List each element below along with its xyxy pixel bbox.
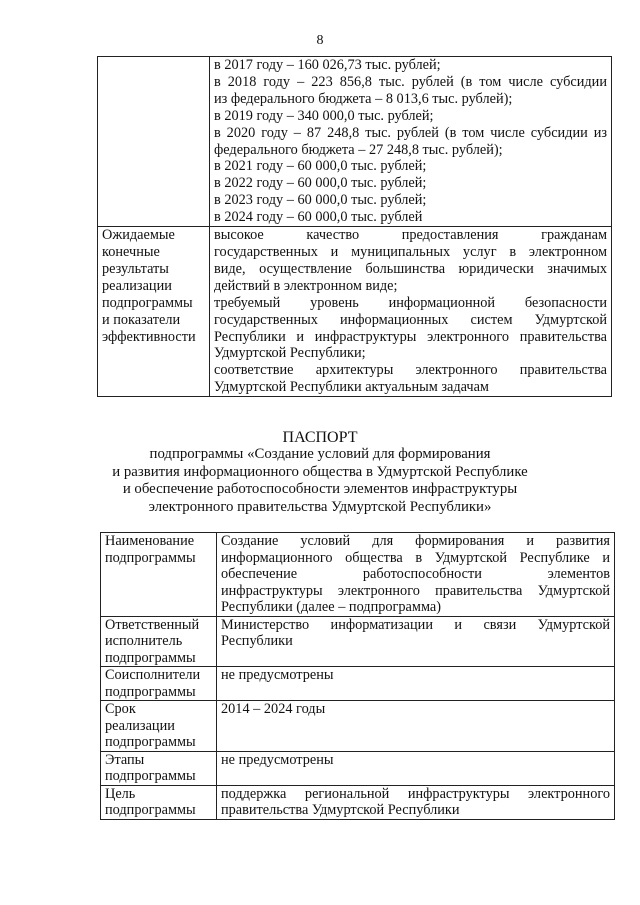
funding-line: из федерального бюджета – 8 013,6 тыс. рублей); xyxy=(214,90,513,107)
row-label-line: подпрограммы xyxy=(105,683,196,700)
row-label-line: Соисполнители xyxy=(105,667,201,683)
results-line: высокое качество предоставления гражданам xyxy=(214,227,607,244)
funding-row xyxy=(98,57,612,227)
funding-line: в 2018 году – 223 856,8 тыс. рублей (в том числе субсидии xyxy=(214,73,607,90)
results-value-cell xyxy=(210,227,612,397)
row-value-line: информационного общества в Удмуртской Республике и xyxy=(221,549,610,566)
funding-line: в 2020 году – 87 248,8 тыс. рублей (в том числе субсидии из xyxy=(214,124,607,141)
subtitle-line: подпрограммы «Создание условий для формирования xyxy=(149,446,491,462)
row-label-line: Цель xyxy=(105,785,136,802)
funding-line: федерального бюджета – 27 248,8 тыс. рублей); xyxy=(214,141,503,158)
results-line: действий в электронном виде; xyxy=(214,277,398,294)
funding-label-cell xyxy=(98,57,210,227)
passport-row-goal xyxy=(101,785,615,819)
subtitle-line: и обеспечение работоспособности элементов инфраструктуры xyxy=(122,481,518,497)
passport-table xyxy=(100,532,615,820)
results-line: государственных и муниципальных услуг в электронном xyxy=(214,243,607,260)
results-line: Удмуртской Республики; xyxy=(214,345,366,362)
row-value-line: 2014 – 2024 годы xyxy=(221,701,326,717)
results-label-cell xyxy=(98,227,210,397)
results-line: соответствие архитектуры электронного правительства xyxy=(214,362,607,379)
passport-row-term xyxy=(101,701,615,752)
row-label xyxy=(101,701,217,752)
row-label-line: подпрограммы xyxy=(105,802,196,818)
funding-line: в 2023 году – 60 000,0 тыс. рублей; xyxy=(214,192,427,209)
results-line: государственных информационных систем Удмуртской xyxy=(214,311,607,328)
row-label xyxy=(101,785,217,819)
funding-line: в 2019 году – 340 000,0 тыс. рублей; xyxy=(214,107,434,124)
row-value xyxy=(217,785,615,819)
funding-line: в 2017 году – 160 026,73 тыс. рублей; xyxy=(214,57,441,73)
row-value-line: Создание условий для формирования и развития xyxy=(221,533,610,549)
row-label-line: Срок xyxy=(105,701,136,717)
results-line: Удмуртской Республики актуальным задачам xyxy=(214,379,489,396)
row-label-line: Наименование xyxy=(105,533,195,549)
row-label-line: подпрограммы xyxy=(105,649,196,666)
row-label-line: подпрограммы xyxy=(105,768,196,784)
results-label-line: и показатели xyxy=(102,311,181,328)
row-label-line: исполнитель xyxy=(105,633,183,649)
funding-line: в 2022 году – 60 000,0 тыс. рублей; xyxy=(214,175,427,192)
row-value-line: поддержка региональной инфраструктуры электронного xyxy=(221,785,610,802)
passport-subtitle xyxy=(0,446,640,516)
funding-value-cell xyxy=(210,57,612,227)
row-value-line: правительства Удмуртской Республики xyxy=(221,802,460,818)
passport-row-stages xyxy=(101,751,615,785)
row-value-line: не предусмотрены xyxy=(221,667,334,683)
subtitle-line: электронного правительства Удмуртской Республики» xyxy=(148,498,492,515)
results-line: виде, осуществление большинства юридически значимых xyxy=(214,260,607,277)
row-value-line: Республики xyxy=(221,633,293,649)
row-value-line: не предусмотрены xyxy=(221,751,334,768)
results-label-line: результаты xyxy=(102,260,169,277)
row-label-line: подпрограммы xyxy=(105,734,196,750)
passport-row-name xyxy=(101,533,615,617)
results-label-line: Ожидаемые xyxy=(102,227,175,244)
row-label-line: Этапы xyxy=(105,751,145,768)
row-label-line: подпрограммы xyxy=(105,549,196,566)
results-label-line: конечные xyxy=(102,243,160,260)
page-number: 8 xyxy=(316,33,324,48)
funding-line: в 2021 году – 60 000,0 тыс. рублей; xyxy=(214,158,427,175)
funding-line: в 2024 году – 60 000,0 тыс. рублей xyxy=(214,209,423,226)
row-value xyxy=(217,533,615,617)
row-value-line: Министерство информатизации и связи Удмуртской xyxy=(221,616,610,633)
row-label xyxy=(101,751,217,785)
row-value-line: Республики (далее – подпрограмма) xyxy=(221,599,441,615)
row-label xyxy=(101,533,217,617)
passport-row-coexecutors xyxy=(101,667,615,701)
row-label-line: Ответственный xyxy=(105,616,200,633)
results-label-line: подпрограммы xyxy=(102,294,193,311)
results-label-line: эффективности xyxy=(102,328,196,345)
results-line: Республики и инфраструктуры электронного правительства xyxy=(214,328,607,345)
row-value xyxy=(217,751,615,785)
row-value-line: обеспечение работоспособности элементов xyxy=(221,566,610,582)
funding-table xyxy=(97,56,612,397)
row-value xyxy=(217,616,615,667)
results-row xyxy=(98,227,612,397)
row-value-line: инфраструктуры электронного правительства Удмуртской xyxy=(221,582,610,599)
results-label-line: реализации xyxy=(102,277,172,294)
row-label-line: реализации xyxy=(105,717,175,734)
subtitle-line: и развития информационного общества в Удмуртской Республике xyxy=(112,463,528,480)
results-line: требуемый уровень информационной безопасности xyxy=(214,294,607,311)
row-value xyxy=(217,667,615,701)
passport-row-executor xyxy=(101,616,615,667)
passport-title: ПАСПОРТ xyxy=(282,429,358,446)
row-label xyxy=(101,616,217,667)
row-value xyxy=(217,701,615,752)
row-label xyxy=(101,667,217,701)
